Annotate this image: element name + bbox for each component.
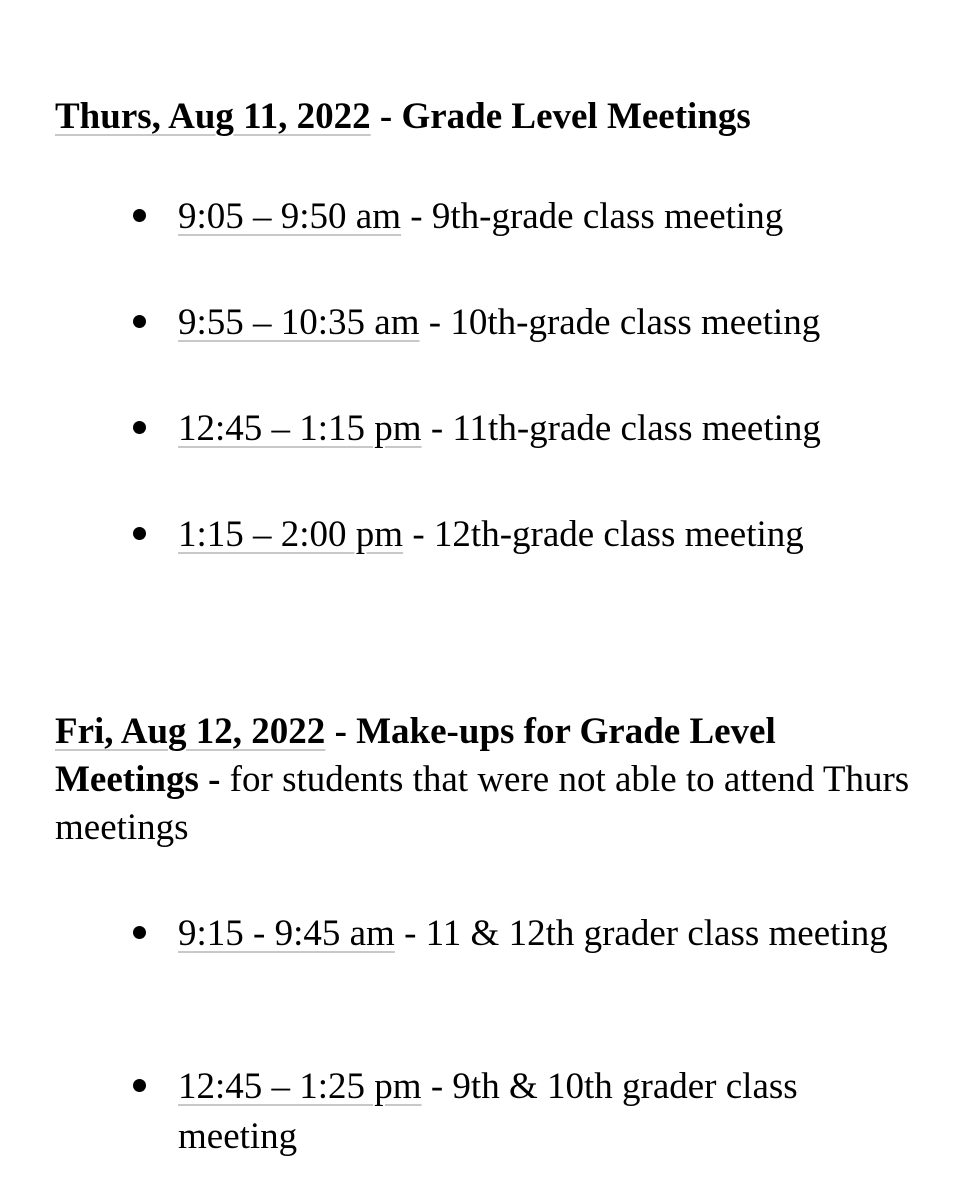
- list-item: [133, 1062, 898, 1162]
- meeting-time: 12:45 – 1:25 pm: [178, 1066, 422, 1107]
- section-heading-thursday: [55, 93, 915, 141]
- meeting-time: 9:55 – 10:35 am: [178, 302, 420, 343]
- list-item: [133, 192, 898, 242]
- meeting-time: 12:45 – 1:15 pm: [178, 408, 422, 449]
- bullet-icon: [133, 421, 146, 434]
- meeting-description: - 9th-grade class meeting: [401, 196, 784, 237]
- meeting-description: - 11th-grade class meeting: [421, 408, 821, 449]
- section-title: - Grade Level Meetings: [370, 96, 751, 137]
- bullet-icon: [133, 1079, 146, 1092]
- bullet-icon: [133, 209, 146, 222]
- bullet-icon: [133, 315, 146, 328]
- bullet-icon: [133, 926, 146, 939]
- bullet-icon: [133, 527, 146, 540]
- section-title: - Make-ups for Grade Level Meetings -: [55, 711, 776, 800]
- section-date: Fri, Aug 12, 2022: [55, 711, 326, 752]
- list-item: [133, 404, 898, 454]
- list-item: [133, 909, 898, 959]
- section-note: for students that were not able to attend Thurs meetings: [55, 759, 910, 848]
- meeting-description: - 10th-grade class meeting: [419, 302, 821, 343]
- meeting-description: - 9th & 10th grader class meeting: [178, 1066, 798, 1157]
- section-date: Thurs, Aug 11, 2022: [55, 96, 371, 137]
- list-item: [133, 510, 898, 560]
- meeting-description: - 12th-grade class meeting: [403, 514, 804, 555]
- meeting-time: 9:15 - 9:45 am: [178, 913, 395, 954]
- list-item: [133, 298, 898, 348]
- meeting-description: - 11 & 12th grader class meeting: [394, 913, 888, 954]
- meeting-time: 9:05 – 9:50 am: [178, 196, 402, 237]
- meeting-time: 1:15 – 2:00 pm: [178, 514, 404, 555]
- section-heading-friday: [55, 708, 915, 852]
